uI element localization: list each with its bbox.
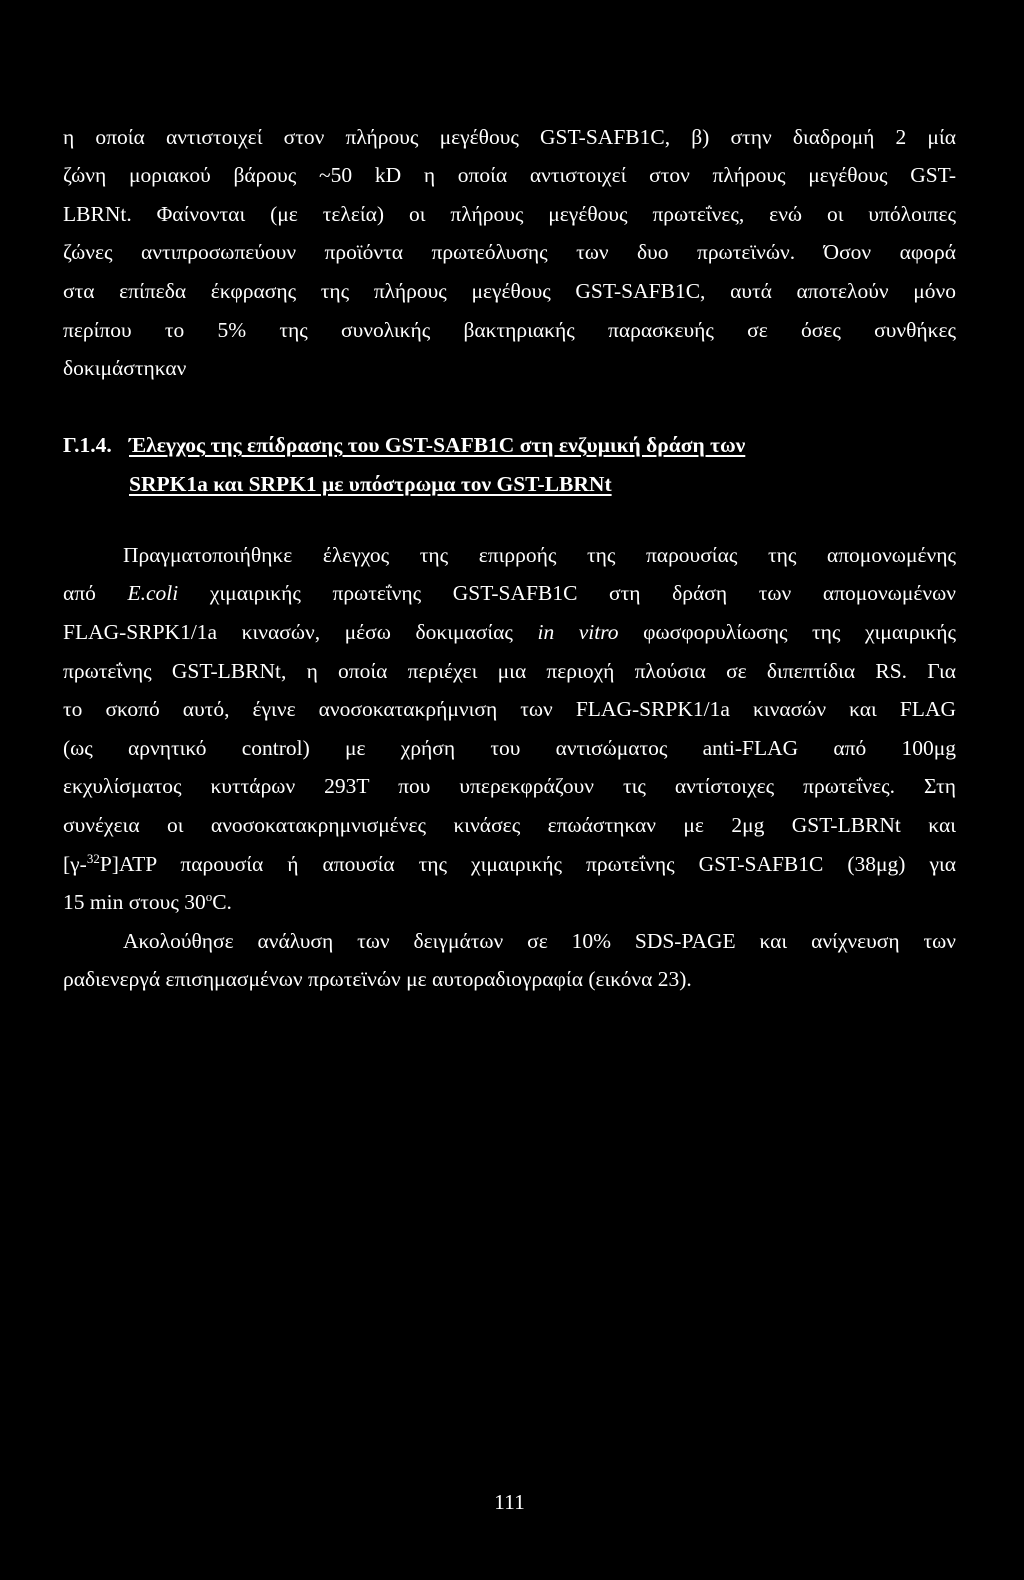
text-line: ζώνη μοριακού βάρους ~50 kD η οποία αντιστοιχεί στον πλήρους μεγέθους GST- — [63, 163, 956, 187]
text-line: περίπου το 5% της συνολικής βακτηριακής παρασκευής σε όσες συνθήκες — [63, 318, 956, 342]
text-line: FLAG-SRPK1/1a κινασών, μέσω δοκιμασίας in vitro φωσφορυλίωσης της χιμαιρικής — [63, 620, 956, 644]
page-number: 111 — [494, 1490, 525, 1514]
text-line: εκχυλίσματος κυττάρων 293T που υπερεκφράζουν τις αντίστοιχες πρωτεΐνες. Στη — [63, 774, 956, 798]
text-line: πρωτεΐνης GST-LBRNt, η οποία περιέχει μια περιοχή πλούσια σε διπεπτίδια RS. Για — [63, 659, 956, 683]
text-line: LBRNt. Φαίνονται (με τελεία) οι πλήρους μεγέθους πρωτεΐνες, ενώ οι υπόλοιπες — [63, 202, 956, 226]
isotope-superscript: 32 — [86, 850, 100, 866]
text-line: [γ-$^{32}$P]ATP παρουσία ή απουσία της χιμαιρικής πρωτεΐνης GST-SAFB1C (38μg) για — [63, 850, 956, 876]
degree-superscript: o — [205, 888, 213, 904]
text-line: Πραγματοποιήθηκε έλεγχος της επιρροής της παρουσίας της απομονωμένης — [123, 543, 956, 567]
text-line: Ακολούθησε ανάλυση των δειγμάτων σε 10% SDS-PAGE και ανίχνευση των — [123, 929, 956, 953]
section-title-line2: SRPK1a και SRPK1 με υπόστρωμα τον GST-LBRNt — [129, 472, 612, 496]
document-page — [63, 0, 956, 1580]
text-line: συνέχεια οι ανοσοκατακρημνισμένες κινάσες επωάστηκαν με 2μg GST-LBRNt και — [63, 813, 956, 837]
text-line: δοκιμάστηκαν — [63, 356, 187, 380]
text-line: ραδιενεργά επισημασμένων πρωτεϊνών με αυτοραδιογραφία (εικόνα 23). — [63, 967, 692, 991]
text-line: η οποία αντιστοιχεί στον πλήρους μεγέθους GST-SAFB1C, β) στην διαδρομή 2 μία — [63, 125, 956, 149]
text-line: το σκοπό αυτό, έγινε ανοσοκατακρήμνιση των FLAG-SRPK1/1a κινασών και FLAG — [63, 697, 956, 721]
text-line: στα επίπεδα έκφρασης της πλήρους μεγέθους GST-SAFB1C, αυτά αποτελούν μόνο — [63, 279, 956, 303]
text-line: από E.coli χιμαιρικής πρωτεΐνης GST-SAFB1C στη δράση των απομονωμένων — [63, 581, 956, 605]
species-name: E.coli — [127, 581, 179, 605]
section-title-line1: Έλεγχος της επίδρασης του GST-SAFB1C στη ενζυμική δράση των — [129, 433, 746, 457]
section-number: Γ.1.4. — [63, 433, 112, 457]
text-line: 15 min στους 30$^o$C. — [63, 888, 232, 914]
text-line: ζώνες αντιπροσωπεύουν προϊόντα πρωτεόλυσης των δυο πρωτεϊνών. Όσον αφορά — [63, 240, 956, 264]
text-line: (ως αρνητικό control) με χρήση του αντισώματος anti-FLAG από 100μg — [63, 736, 956, 760]
in-vitro-term: in vitro — [537, 620, 619, 644]
